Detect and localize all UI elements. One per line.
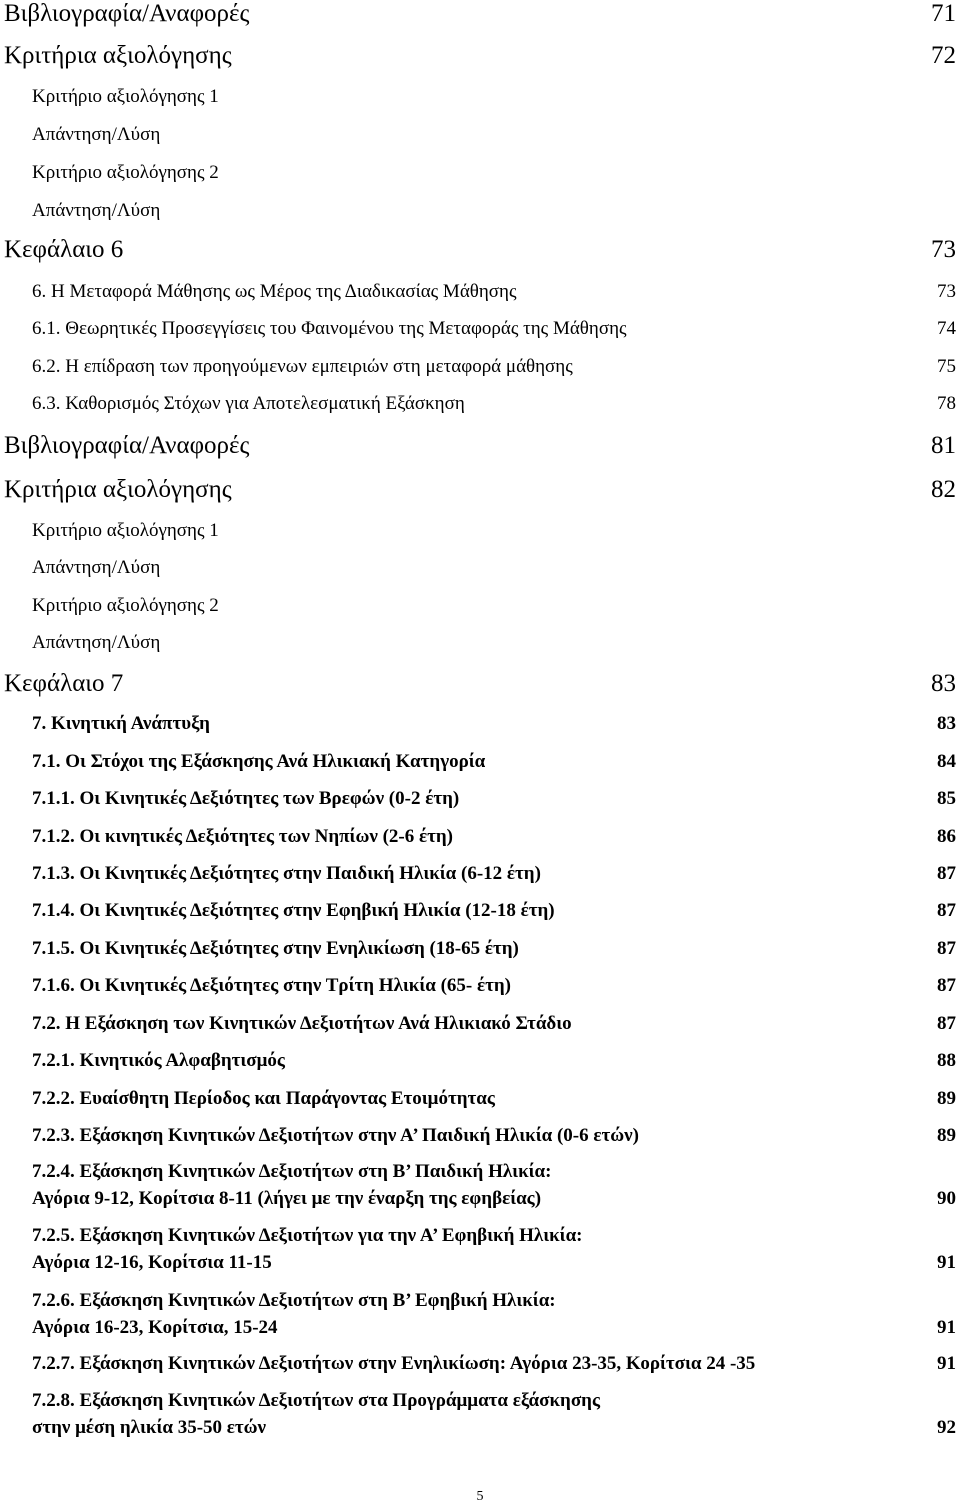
toc-entry-page: 73 — [937, 281, 956, 302]
toc-entry-page: 87 — [937, 1013, 956, 1034]
toc-entry-label: Κριτήριο αξιολόγησης 2 — [32, 162, 219, 183]
toc-entry-label: 7.2.6. Εξάσκηση Κινητικών Δεξιοτήτων στη Β’ Εφηβική Ηλικία: — [32, 1290, 556, 1311]
toc-entry-page: 91 — [937, 1353, 956, 1374]
toc-entry-page: 87 — [937, 975, 956, 996]
toc-entry-label: 7.2.1. Κινητικός Αλφαβητισμός — [32, 1050, 285, 1071]
toc-entry-label: 7.1.1. Οι Κινητικές Δεξιότητες των Βρεφών (0-2 έτη) — [32, 788, 460, 809]
toc-entry-label: Απάντηση/Λύση — [32, 200, 161, 221]
toc-entry-label: Κεφάλαιο 7 — [4, 670, 124, 697]
toc-entry-page: 89 — [937, 1125, 956, 1146]
toc-entry-label: Κριτήριο αξιολόγησης 1 — [32, 520, 219, 541]
toc-entry-label: 6.3. Καθορισμός Στόχων για Αποτελεσματική Εξάσκηση — [32, 393, 465, 414]
toc-entry-label: 7.1.4. Οι Κινητικές Δεξιότητες στην Εφηβική Ηλικία (12-18 έτη) — [32, 900, 555, 921]
toc-entry-page: 91 — [937, 1252, 956, 1273]
toc-entry-page: 75 — [937, 356, 956, 377]
toc-entry-label: 7.1.5. Οι Κινητικές Δεξιότητες στην Ενηλικίωση (18-65 έτη) — [32, 938, 519, 959]
toc-entry-label: 6.2. Η επίδραση των προηγούμενων εμπειριών στη μεταφορά μάθησης — [32, 356, 573, 377]
toc-entry-label: Κεφάλαιο 6 — [4, 236, 124, 263]
toc-entry-page: 73 — [931, 236, 956, 263]
toc-entry-label: 7.2.7. Εξάσκηση Κινητικών Δεξιοτήτων στην Ενηλικίωση: Αγόρια 23-35, Κορίτσια 24 -35 — [32, 1353, 756, 1374]
toc-entry-label: 7.1.3. Οι Κινητικές Δεξιότητες στην Παιδική Ηλικία (6-12 έτη) — [32, 863, 541, 884]
toc-entry-continuation: Αγόρια 16-23, Κορίτσια, 15-24 — [32, 1317, 278, 1338]
toc-entry-page: 86 — [937, 826, 956, 847]
toc-entry-label: 7.2.8. Εξάσκηση Κινητικών Δεξιοτήτων στα Προγράμματα εξάσκησης — [32, 1390, 600, 1411]
toc-entry-page: 88 — [937, 1050, 956, 1071]
toc-entry-label: 7.2. Η Εξάσκηση των Κινητικών Δεξιοτήτων Ανά Ηλικιακό Στάδιο — [32, 1013, 572, 1034]
toc-entry-page: 71 — [931, 0, 956, 27]
toc-entry-page: 82 — [931, 476, 956, 503]
toc-entry-label: Βιβλιογραφία/Αναφορές — [4, 0, 250, 27]
toc-entry-label: Κριτήριο αξιολόγησης 1 — [32, 86, 219, 107]
toc-entry-page: 72 — [931, 42, 956, 69]
toc-entry-label: Απάντηση/Λύση — [32, 124, 161, 145]
toc-entry-label: Κριτήρια αξιολόγησης — [4, 42, 232, 69]
toc-entry-label: Απάντηση/Λύση — [32, 632, 161, 653]
toc-entry-page: 87 — [937, 900, 956, 921]
toc-entry-label: 7.2.5. Εξάσκηση Κινητικών Δεξιοτήτων για την Α’ Εφηβική Ηλικία: — [32, 1225, 583, 1246]
page-number: 5 — [476, 1489, 484, 1504]
toc-entry-page: 90 — [937, 1188, 956, 1209]
toc-entry-label: 7.1.2. Οι κινητικές Δεξιότητες των Νηπίων (2-6 έτη) — [32, 826, 453, 847]
toc-entry-page: 78 — [937, 393, 956, 414]
toc-entry-label: 6. Η Μεταφορά Μάθησης ως Μέρος της Διαδικασίας Μάθησης — [32, 281, 517, 302]
toc-entry-label: Κριτήρια αξιολόγησης — [4, 476, 232, 503]
toc-entry-label: 7.2.2. Ευαίσθητη Περίοδος και Παράγοντας Ετοιμότητας — [32, 1088, 495, 1109]
toc-entry-label: Απάντηση/Λύση — [32, 557, 161, 578]
toc-entry-label: 6.1. Θεωρητικές Προσεγγίσεις του Φαινομένου της Μεταφοράς της Μάθησης — [32, 318, 627, 339]
toc-entry-label: 7.1. Οι Στόχοι της Εξάσκησης Ανά Ηλικιακή Κατηγορία — [32, 751, 486, 772]
toc-entry-continuation: Αγόρια 12-16, Κορίτσια 11-15 — [32, 1252, 272, 1273]
toc-entry-page: 87 — [937, 938, 956, 959]
toc-entry-page: 89 — [937, 1088, 956, 1109]
toc-entry-page: 83 — [931, 670, 956, 697]
toc-entry-page: 85 — [937, 788, 956, 809]
toc-entry-label: 7. Κινητική Ανάπτυξη — [32, 713, 210, 734]
toc-entry-label: 7.2.4. Εξάσκηση Κινητικών Δεξιοτήτων στη Β’ Παιδική Ηλικία: — [32, 1161, 552, 1182]
toc-entry-page: 74 — [937, 318, 956, 339]
toc-entry-page: 91 — [937, 1317, 956, 1338]
toc-entry-continuation: στην μέση ηλικία 35-50 ετών — [32, 1417, 267, 1438]
toc-entry-label: Κριτήριο αξιολόγησης 2 — [32, 595, 219, 616]
toc-entry-label: 7.1.6. Οι Κινητικές Δεξιότητες στην Τρίτη Ηλικία (65- έτη) — [32, 975, 511, 996]
toc-entry-page: 81 — [931, 432, 956, 459]
toc-entry-continuation: Αγόρια 9-12, Κορίτσια 8-11 (λήγει με την έναρξη της εφηβείας) — [32, 1188, 542, 1209]
toc-entry-page: 87 — [937, 863, 956, 884]
toc-entry-page: 84 — [937, 751, 956, 772]
toc-entry-label: 7.2.3. Εξάσκηση Κινητικών Δεξιοτήτων στην Α’ Παιδική Ηλικία (0-6 ετών) — [32, 1125, 639, 1146]
toc-entry-page: 92 — [937, 1417, 956, 1438]
toc-entry-label: Βιβλιογραφία/Αναφορές — [4, 432, 250, 459]
toc-entry-page: 83 — [937, 713, 956, 734]
